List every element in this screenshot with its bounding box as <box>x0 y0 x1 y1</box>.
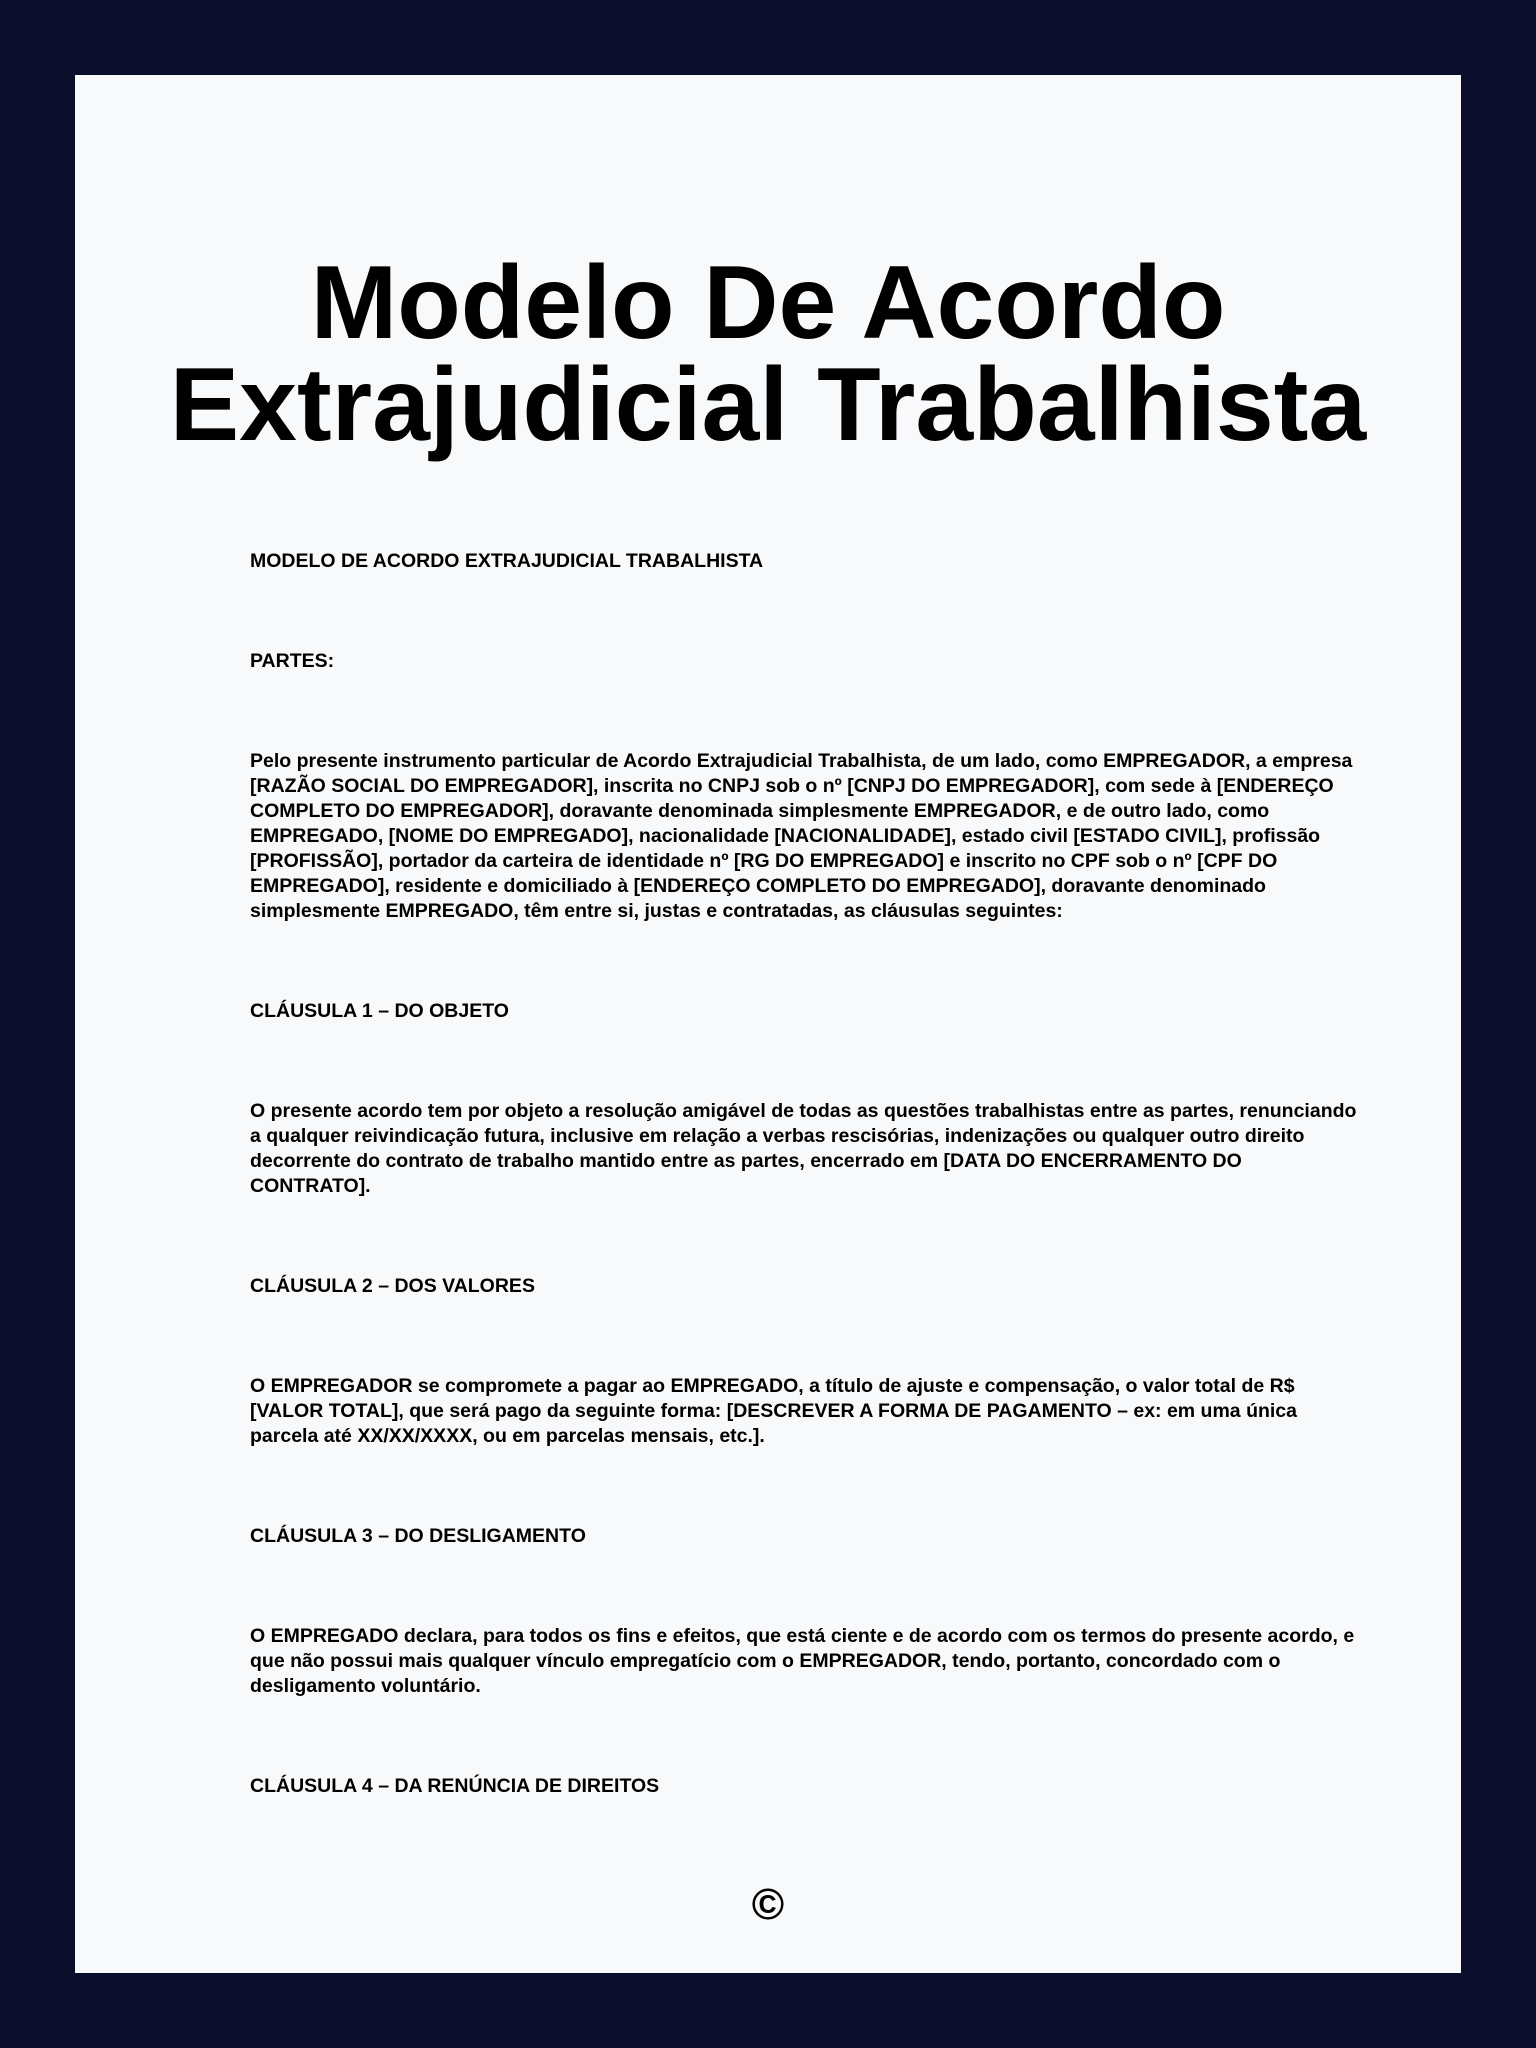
clause-3-heading: CLÁUSULA 3 – DO DESLIGAMENTO <box>250 1525 586 1547</box>
document-page <box>75 75 1461 1973</box>
clause-3-text: O EMPREGADO declara, para todos os fins e efeitos, que está ciente e de acordo com os termos do presente acordo, e que não possui mais qualquer vínculo empregatício com o EMPREGADOR, tendo, portanto, concordado com o desligamento voluntário. <box>250 1625 1355 1697</box>
parties-text: Pelo presente instrumento particular de Acordo Extrajudicial Trabalhista, de um lado, como EMPREGADOR, a empresa [RAZÃO SOCIAL DO EMPREGADOR], inscrita no CNPJ sob o nº [CNPJ DO EMPREGADOR], com sede à [ENDEREÇO COMPLETO DO EMPREGADOR], doravante denominada simplesmente EMPREGADOR, e de outro lado, como EMPREGADO, [NOME DO EMPREGADO], nacionalidade [NACIONALIDADE], estado civil [ESTADO CIVIL], profissão [PROFISSÃO], portador da carteira de identidade nº [RG DO EMPREGADO] e inscrito no CPF sob o nº [CPF DO EMPREGADO], residente e domiciliado à [ENDEREÇO COMPLETO DO EMPREGADO], doravante denominado simplesmente EMPREGADO, têm entre si, justas e contratadas, as cláusulas seguintes: <box>250 750 1353 922</box>
document-title: Modelo De Acordo Extrajudicial Trabalhista <box>169 245 1367 463</box>
document-body <box>250 549 1362 1874</box>
clause-1-heading: CLÁUSULA 1 – DO OBJETO <box>250 1000 509 1022</box>
parties-label: PARTES: <box>250 650 335 672</box>
clause-2-text: O EMPREGADOR se compromete a pagar ao EMPREGADO, a título de ajuste e compensação, o valor total de R$ [VALOR TOTAL], que será pago da seguinte forma: [DESCREVER A FORMA DE PAGAMENTO – ex: em uma única parcela até XX/XX/XXXX, ou em parcelas mensais, etc.]. <box>250 1375 1298 1447</box>
clause-4-heading: CLÁUSULA 4 – DA RENÚNCIA DE DIREITOS <box>250 1775 660 1797</box>
document-heading: MODELO DE ACORDO EXTRAJUDICIAL TRABALHISTA <box>250 550 764 572</box>
copyright-icon: © <box>751 1880 785 1929</box>
clause-2-heading: CLÁUSULA 2 – DOS VALORES <box>250 1275 535 1297</box>
clause-1-text: O presente acordo tem por objeto a resolução amigável de todas as questões trabalhistas entre as partes, renunciando a qualquer reivindicação futura, inclusive em relação a verbas rescisórias, indenizações ou qualquer outro direito decorrente do contrato de trabalho mantido entre as partes, encerrado em [DATA DO ENCERRAMENTO DO CONTRATO]. <box>250 1100 1357 1197</box>
